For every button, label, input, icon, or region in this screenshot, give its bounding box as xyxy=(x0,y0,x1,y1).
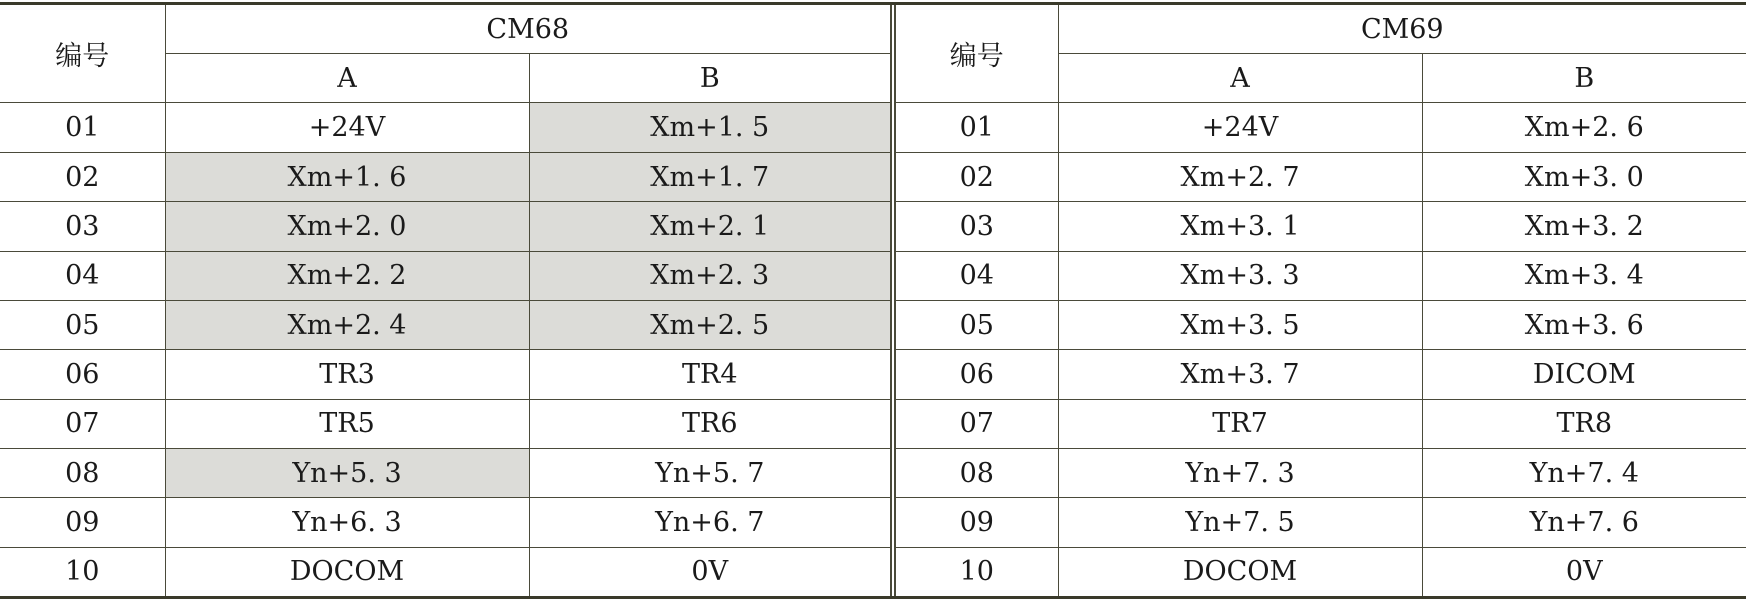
cell-cm69-a: Xm+3. 3 xyxy=(1058,251,1422,300)
header-row-columns xyxy=(0,54,1746,103)
row-number-left: 03 xyxy=(0,202,165,251)
row-number-left: 08 xyxy=(0,449,165,498)
row-number-right: 02 xyxy=(893,152,1058,201)
cell-cm69-a: Yn+7. 3 xyxy=(1058,449,1422,498)
cell-cm69-b: Xm+3. 2 xyxy=(1422,202,1746,251)
header-cm68-col-b: B xyxy=(529,54,893,103)
cell-cm69-a: DOCOM xyxy=(1058,547,1422,596)
table-row xyxy=(0,498,1746,547)
cell-cm69-b: Yn+7. 4 xyxy=(1422,449,1746,498)
row-number-right: 05 xyxy=(893,300,1058,349)
cell-cm69-a: TR7 xyxy=(1058,399,1422,448)
cell-cm69-b: TR8 xyxy=(1422,399,1746,448)
row-number-right: 01 xyxy=(893,103,1058,152)
cell-cm69-b: Xm+2. 6 xyxy=(1422,103,1746,152)
header-cm69-col-a: A xyxy=(1058,54,1422,103)
row-number-left: 01 xyxy=(0,103,165,152)
cell-cm68-a: +24V xyxy=(165,103,529,152)
cell-cm68-b: TR4 xyxy=(529,350,893,399)
cell-cm68-b: Xm+1. 7 xyxy=(529,152,893,201)
table-body xyxy=(0,5,1746,596)
cell-cm69-a: +24V xyxy=(1058,103,1422,152)
row-number-right: 03 xyxy=(893,202,1058,251)
cell-cm68-a: Yn+5. 3 xyxy=(165,449,529,498)
cell-cm68-a: Yn+6. 3 xyxy=(165,498,529,547)
cell-cm69-a: Yn+7. 5 xyxy=(1058,498,1422,547)
row-number-left: 09 xyxy=(0,498,165,547)
table-row xyxy=(0,300,1746,349)
cell-cm68-b: 0V xyxy=(529,547,893,596)
table-row xyxy=(0,202,1746,251)
cell-cm68-b: Yn+5. 7 xyxy=(529,449,893,498)
table-row xyxy=(0,547,1746,596)
cell-cm69-b: DICOM xyxy=(1422,350,1746,399)
cell-cm69-a: Xm+3. 7 xyxy=(1058,350,1422,399)
row-number-left: 05 xyxy=(0,300,165,349)
cell-cm69-b: Xm+3. 6 xyxy=(1422,300,1746,349)
header-number-right: 编号 xyxy=(893,5,1058,103)
pin-assignment-table xyxy=(0,5,1746,596)
cell-cm68-a: DOCOM xyxy=(165,547,529,596)
table-row xyxy=(0,449,1746,498)
row-number-right: 09 xyxy=(893,498,1058,547)
header-cm69-col-b: B xyxy=(1422,54,1746,103)
row-number-right: 06 xyxy=(893,350,1058,399)
header-row-groups xyxy=(0,5,1746,54)
cell-cm69-b: Xm+3. 0 xyxy=(1422,152,1746,201)
cell-cm68-b: Xm+2. 1 xyxy=(529,202,893,251)
cell-cm68-a: Xm+2. 4 xyxy=(165,300,529,349)
cell-cm68-b: Xm+2. 3 xyxy=(529,251,893,300)
header-group-cm69: CM69 xyxy=(1058,5,1746,54)
row-number-left: 07 xyxy=(0,399,165,448)
row-number-left: 04 xyxy=(0,251,165,300)
table-row xyxy=(0,103,1746,152)
row-number-left: 06 xyxy=(0,350,165,399)
cell-cm69-a: Xm+2. 7 xyxy=(1058,152,1422,201)
table-row xyxy=(0,350,1746,399)
cell-cm69-b: 0V xyxy=(1422,547,1746,596)
cell-cm69-b: Yn+7. 6 xyxy=(1422,498,1746,547)
row-number-right: 10 xyxy=(893,547,1058,596)
row-number-right: 04 xyxy=(893,251,1058,300)
table-row xyxy=(0,399,1746,448)
cell-cm68-a: Xm+2. 2 xyxy=(165,251,529,300)
cell-cm68-a: Xm+1. 6 xyxy=(165,152,529,201)
row-number-left: 02 xyxy=(0,152,165,201)
cell-cm68-b: TR6 xyxy=(529,399,893,448)
row-number-left: 10 xyxy=(0,547,165,596)
row-number-right: 08 xyxy=(893,449,1058,498)
cell-cm68-b: Xm+1. 5 xyxy=(529,103,893,152)
cell-cm68-a: Xm+2. 0 xyxy=(165,202,529,251)
header-cm68-col-a: A xyxy=(165,54,529,103)
cell-cm68-b: Yn+6. 7 xyxy=(529,498,893,547)
table-row xyxy=(0,251,1746,300)
header-number-left: 编号 xyxy=(0,5,165,103)
cell-cm68-a: TR5 xyxy=(165,399,529,448)
pin-assignment-table-wrap xyxy=(0,2,1746,599)
cell-cm69-a: Xm+3. 5 xyxy=(1058,300,1422,349)
cell-cm69-b: Xm+3. 4 xyxy=(1422,251,1746,300)
table-row xyxy=(0,152,1746,201)
row-number-right: 07 xyxy=(893,399,1058,448)
cell-cm68-b: Xm+2. 5 xyxy=(529,300,893,349)
cell-cm69-a: Xm+3. 1 xyxy=(1058,202,1422,251)
header-group-cm68: CM68 xyxy=(165,5,893,54)
cell-cm68-a: TR3 xyxy=(165,350,529,399)
